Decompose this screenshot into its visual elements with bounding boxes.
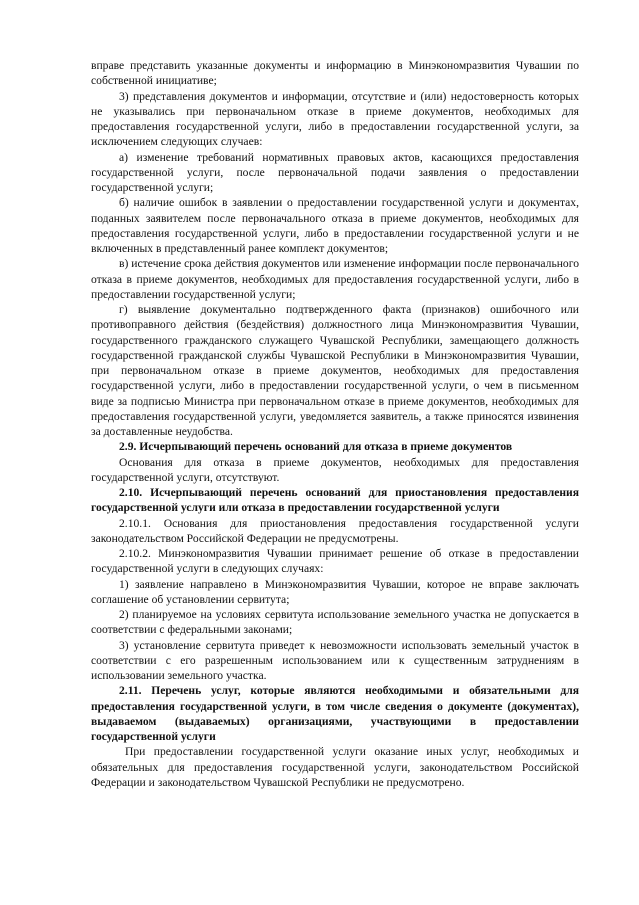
paragraph-2-9-body: Основания для отказа в приеме документов, необходимых для предоставления государственной услуги, отсутствуют. (91, 455, 579, 484)
paragraph-continuation: вправе представить указанные документы и информацию в Минэкономразвития Чувашии по собственной инициативе; (91, 59, 579, 88)
section-heading-2-9: 2.9. Исчерпывающий перечень оснований для отказа в приеме документов (119, 440, 513, 454)
paragraph-item-3: 3) представления документов и информации, отсутствие и (или) недостоверность которых не указывались при первоначальном отказе в приеме документов, необходимых для предоставления государственной услуги, либо в предоставлении государственной услуги, за исключением следующих случаев: (91, 89, 579, 149)
paragraph-refusal-2: 2) планируемое на условиях сервитута использование земельного участка не допускается в соответствии с федеральными законами; (91, 608, 579, 637)
paragraph-item-g: г) выявление документально подтвержденного факта (признаков) ошибочного или противоправного действия (бездействия) должностного лица Минэкономразвития Чувашии, государственного гражданского служащего Чувашской Республики, замещающего должность государственной гражданской службы Чувашской Республики в Минэкономразвития Чувашии, при первоначальном отказе в приеме документов, необходимых для предоставления государственной услуги, либо в предоставлении государственной услуги, о чем в письменном виде за подписью Министра при первоначальном отказе в приеме документов, необходимых для предоставления государственной услуги, уведомляется заявитель, а также приносятся извинения за доставленные неудобства. (91, 303, 579, 438)
paragraph-2-11-body: При предоставлении государственной услуги оказание иных услуг, необходимых и обязательных для предоставления государственной услуги, законодательством Российской Федерации и законодательством Чувашской Республики не предусмотрено. (91, 745, 579, 789)
paragraph-item-b: б) наличие ошибок в заявлении о предоставлении государственной услуги и документах, поданных заявителем после первоначального отказа в приеме документов, необходимых для предоставления государственной услуги, либо в предоставлении государственной услуги и не включенных в представленный ранее комплект документов; (91, 196, 579, 255)
section-heading-2-10: 2.10. Исчерпывающий перечень оснований для приостановления предоставления государственной услуги или отказа в предоставлении государственной услуги (91, 486, 579, 515)
paragraph-2-10-1: 2.10.1. Основания для приостановления предоставления государственной услуги законодательством Российской Федерации не предусмотрены. (91, 516, 579, 545)
paragraph-refusal-3: 3) установление сервитута приведет к невозможности использовать земельный участок в соответствии с его разрешенным использованием или к существенным затруднениям в использовании земельного участка. (91, 638, 579, 682)
paragraph-item-a: а) изменение требований нормативных правовых актов, касающихся предоставления государственной услуги, после первоначальной подачи заявления о предоставлении государственной услуги; (91, 150, 579, 194)
paragraph-item-v: в) истечение срока действия документов или изменение информации после первоначального отказа в приеме документов, необходимых для предоставления государственной услуги, либо в предоставлении государственной услуги; (91, 257, 579, 301)
paragraph-2-10-2: 2.10.2. Минэкономразвития Чувашии принимает решение об отказе в предоставлении государственной услуги в следующих случаях: (91, 547, 579, 576)
document-page (91, 58, 579, 790)
section-heading-2-11: 2.11. Перечень услуг, которые являются необходимыми и обязательными для предоставления государственной услуги, в том числе сведения о документе (документах), выдаваемом (выдаваемых) организациями, участвующими в предоставлении государственной услуги (91, 684, 579, 743)
paragraph-refusal-1: 1) заявление направлено в Минэкономразвития Чувашии, которое не вправе заключать соглашение об установлении сервитута; (91, 577, 579, 606)
